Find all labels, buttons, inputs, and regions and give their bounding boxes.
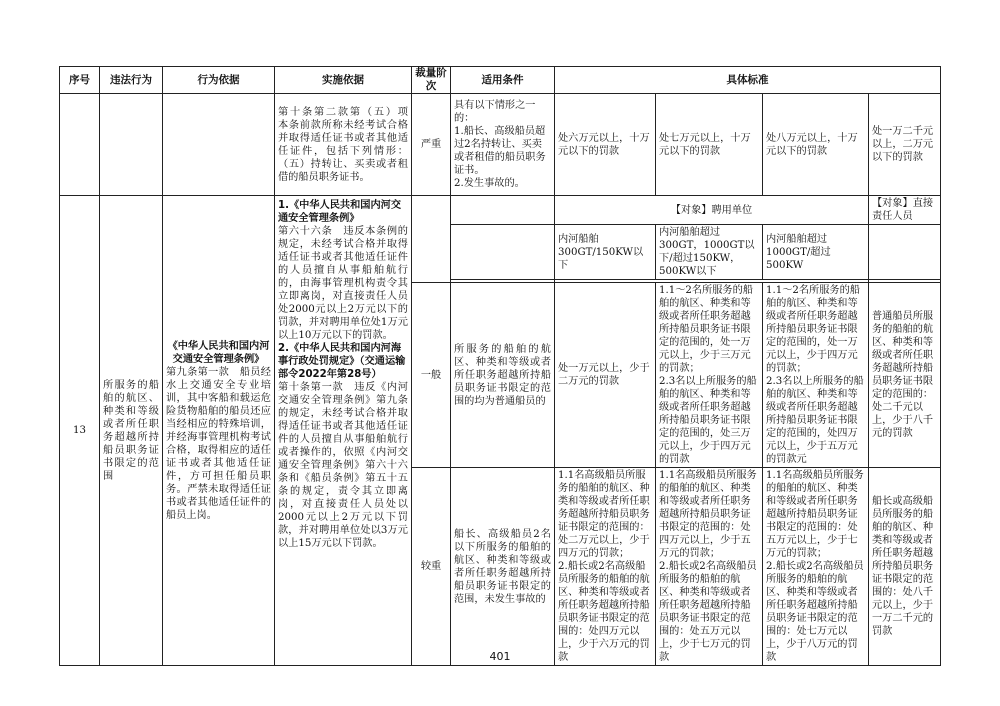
implementation-text: 第十条第二款第（五）项 本条前款所称未经考试合格并取得适任证书或者其他适任证件，包括下列情形：（五）持转让、买卖或者租借的船员职务证书。	[275, 94, 412, 196]
level-cell: 较重	[412, 468, 451, 666]
level-cell: 一般	[412, 283, 451, 468]
basis-title: 《中华人民共和国内河交通安全管理条例》	[167, 340, 270, 365]
standard-cell: 1.1～2名所服务的船舶的航区、种类和等级或者所任职务超越所持船员职务证书限定的范围的，处一万元以上，少于四万元的罚款； 2.3名以上所服务的船舶的航区、种类和等级或者所任职务超越所持船员职务证书限定的范围的，处四万元以上，少于五万元的罚款元	[763, 283, 869, 468]
subcategory-cell: 内河船舶300GT/150KW以下	[555, 225, 656, 280]
subcategory-cell: 内河船舶超过300GT，1000GT以下/超过150KW，500KW以下	[656, 225, 763, 280]
standard-cell: 1.1～2名所服务的船舶的航区、种类和等级或者所任职务超越所持船员职务证书限定的范围的，处一万元以上，少于三万元的罚款； 2.3名以上所服务的船舶的航区、种类和等级或者所任职务超越所持船员职务证书限定的范围的，处三万元以上，少于四万元的罚款	[656, 283, 763, 468]
condition-cell: 船长、高级船员2名以下所服务的船舶的航区、种类和等级或者所任职务超越所持船员职务证书限定的范围，未发生事故的	[451, 468, 555, 666]
row-number: 13	[60, 196, 100, 666]
implementation-body-1: 第六十六条 违反本条例的规定，未经考试合格并取得适任证书或者其他适任证件的人员擅自从事船舶航行的，由海事管理机构责令其立即离岗，对直接责任人员处2000元以上2万元以下的罚款，并对聘用单位处1万元以上10万元以下的罚款。	[278, 226, 408, 341]
basis-cell	[163, 196, 275, 666]
basis-body: 第九条第一款 船员经水上交通安全专业培训，其中客船和载运危险货物船舶的船员还应当经相应的特殊培训，并经海事管理机构考试合格，取得相应的适任证书或者其他适任证件，方可担任船员职务。严禁未取得适任证书或者其他适任证件的船员上岗。	[166, 366, 271, 521]
condition-cell: 所服务的船舶的航区、种类和等级或者所任职务超越所持船员职务证书限定的范围的均为普通船员的	[451, 283, 555, 468]
header-level: 裁量阶次	[412, 67, 451, 94]
header-row	[60, 67, 941, 94]
empty-cell	[412, 196, 451, 283]
header-basis: 行为依据	[163, 67, 275, 94]
empty-cell	[869, 225, 941, 280]
standard-cell: 处一万元以上，少于二万元的罚款	[555, 283, 656, 468]
empty-cell	[60, 94, 100, 196]
implementation-cell	[275, 196, 412, 666]
standard-cell: 普通船员所服务的船舶的航区、种类和等级或者所任职务超越所持船员职务证书限定的范围的：处二千元以上，少于八千元的罚款	[869, 283, 941, 468]
level-cell: 严重	[412, 94, 451, 196]
header-implementation: 实施依据	[275, 67, 412, 94]
standard-cell: 1.1名高级船员所服务的船舶的航区、种类和等级或者所任职务超越所持船员职务证书限定的范围的：处四万元以上，少于五万元的罚款； 2.船长或2名高级船员所服务的船舶的航区、种类和等级或者所任职务超越所持船员职务证书限定的范围的：处五万元以上，少于七万元的罚款	[656, 468, 763, 666]
header-violation: 违法行为	[100, 67, 163, 94]
target-unit: 【对象】聘用单位	[555, 196, 869, 225]
penalty-standards-table	[59, 66, 941, 666]
violation-cell: 所服务的船舶的航区、种类和等级或者所任职务超越所持船员职务证书限定的范围	[100, 196, 163, 666]
subcategory-cell: 内河船舶超过1000GT/超过500KW	[763, 225, 869, 280]
table-row	[60, 94, 941, 196]
implementation-title-1: 1.《中华人民共和国内河交通安全管理条例》	[278, 200, 402, 224]
standard-cell: 处六万元以上，十万元以下的罚款	[555, 94, 656, 196]
header-seq: 序号	[60, 67, 100, 94]
header-condition: 适用条件	[451, 67, 555, 94]
empty-cell	[451, 225, 555, 280]
standard-cell: 处七万元以上，十万元以下的罚款	[656, 94, 763, 196]
condition-cell: 具有以下情形之一的： 1.船长、高级船员超过2名持转让、买卖或者租借的船员职务证书。 2.发生事故的。	[451, 94, 555, 196]
implementation-title-2: 2.《中华人民共和国内河海事行政处罚规定》（交通运输部令2022年第28号）	[278, 343, 406, 380]
standard-cell: 1.1名高级船员所服务的船舶的航区、种类和等级或者所任职务超越所持船员职务证书限定的范围的：处二万元以上，少于四万元的罚款； 2.船长或2名高级船员所服务的船舶的航区、种类和等级或者所任职务超越所持船员职务证书限定的范围的：处四万元以上，少于六万元的罚款	[555, 468, 656, 666]
standard-cell: 船长或高级船员所服务的船舶的航区、种类和等级或者所任职务超越所持船员职务证书限定的范围的：处八千元以上，少于一万二千元的罚款	[869, 468, 941, 666]
table-row	[60, 196, 941, 225]
standard-cell: 处一万二千元以上，二万元以下的罚款	[869, 94, 941, 196]
standard-cell: 1.1名高级船员所服务的船舶的航区、种类和等级或者所任职务超越所持船员职务证书限定的范围的：处五万元以上，少于七万元的罚款； 2.船长或2名高级船员所服务的船舶的航区、种类和等级或者所任职务超越所持船员职务证书限定的范围的：处七万元以上，少于八万元的罚款	[763, 468, 869, 666]
page-number: 401	[489, 650, 511, 663]
standard-cell: 处八万元以上，十万元以下的罚款	[763, 94, 869, 196]
empty-cell	[163, 94, 275, 196]
empty-cell	[451, 196, 555, 225]
header-standard: 具体标准	[555, 67, 941, 94]
target-person: 【对象】直接责任人员	[869, 196, 941, 225]
implementation-body-2: 第十条第一款 违反《内河交通安全管理条例》第九条的规定，未经考试合格并取得适任证书或者其他适任证件的人员擅自从事船舶航行或者操作的，依照《内河交通安全管理条例》第六十六条和《船员条例》第五十五条的规定，责令其立即离岗，对直接责任人员处以2000元以上2万元以下罚款，并对聘用单位处以3万元以上15万元以下罚款。	[278, 382, 408, 549]
empty-cell	[100, 94, 163, 196]
